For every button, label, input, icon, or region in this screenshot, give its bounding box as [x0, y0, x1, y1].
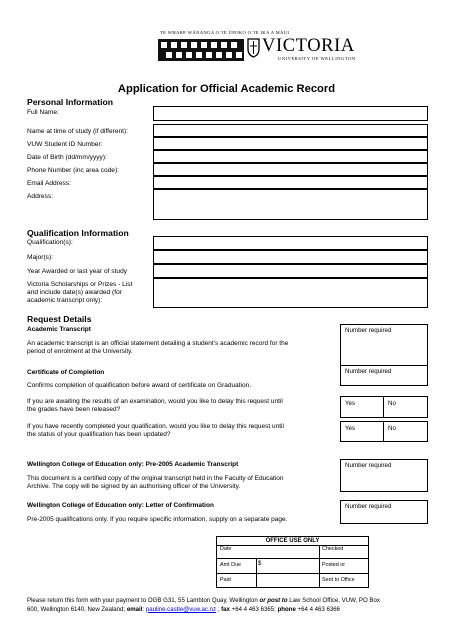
wce-transcript-number-field[interactable]: [340, 459, 428, 492]
number-required-label: Number required: [345, 327, 392, 334]
wce-transcript-desc-1: This document is a certified copy of the original transcript held in the Faculty of Education: [27, 475, 284, 482]
transcript-desc-1: An academic transcript is an official statement detailing a student’s academic record for the: [27, 340, 289, 347]
qualification-info-heading: Qualification Information: [27, 228, 129, 238]
office-paid-label: Paid: [220, 577, 231, 583]
name-at-study-field[interactable]: [153, 124, 428, 137]
office-use-heading: OFFICE USE ONLY: [265, 538, 320, 544]
number-required-label: Number required: [345, 503, 392, 510]
majors-field[interactable]: [153, 250, 428, 264]
scholarships-label-3: academic transcript only):: [27, 297, 103, 304]
return-instructions: [27, 597, 432, 614]
name-at-study-label: Name at time of study (if different):: [27, 128, 129, 135]
office-dollar-label: $: [258, 561, 262, 567]
majors-label: Major(s):: [27, 254, 54, 261]
wce-letter-title: Wellington College of Education only: Letter of Confirmation: [27, 502, 214, 509]
office-sent-label: Sent to Office: [322, 577, 355, 583]
no-label: No: [388, 400, 396, 407]
or-post-to: or post to: [259, 597, 288, 604]
student-id-label: VUW Student ID Number:: [27, 141, 103, 148]
university-name: VICTORIA: [262, 36, 355, 56]
phone-label: Phone Number (inc area code):: [27, 167, 119, 174]
office-amt-due-label: Amt Due: [220, 562, 241, 568]
transcript-number-field[interactable]: [340, 324, 428, 366]
delay-exam-text-2: the grades have been released?: [27, 406, 121, 413]
address-field[interactable]: [153, 189, 428, 220]
page-title: Application for Official Academic Record: [117, 83, 336, 95]
certificate-title: Certificate of Completion: [27, 369, 105, 376]
shield-icon: [247, 38, 260, 58]
year-awarded-label: Year Awarded or last year of study: [27, 268, 128, 275]
delay-qual-text-1: If you have recently completed your qualification, would you like to delay this request until: [27, 423, 284, 430]
yes-label: Yes: [345, 400, 356, 407]
delay-exam-yes-checkbox[interactable]: [340, 396, 384, 418]
request-details-heading: Request Details: [27, 314, 92, 324]
address-label: Address:: [27, 193, 54, 200]
wce-transcript-desc-2: Archive. The copy will be signed by an authorising officer of the University.: [27, 483, 241, 490]
personal-info-heading: Personal Information: [27, 97, 113, 107]
delay-exam-text-1: If you are awaiting the results of an examination, would you like to delay this request until: [27, 398, 283, 405]
maori-name-line: TE WHARE WĀNANGA O TE ŪPOKO O TE IKA A MĀUI: [160, 30, 290, 35]
transcript-title: Academic Transcript: [27, 326, 91, 333]
university-logo: [158, 27, 418, 67]
scholarships-field[interactable]: [153, 278, 428, 308]
full-name-field[interactable]: [153, 106, 428, 121]
delay-exam-no-checkbox[interactable]: [383, 396, 428, 418]
office-checked-label: Checked: [322, 546, 344, 552]
qualifications-field[interactable]: [153, 236, 428, 250]
dob-label: Date of Birth (dd/mm/yyyy):: [27, 154, 107, 161]
no-label: No: [388, 425, 396, 432]
number-required-label: Number required: [345, 368, 392, 375]
office-use-table: [216, 536, 369, 588]
office-posted-label: Posted or: [322, 562, 346, 568]
crest-pattern-icon: [158, 39, 244, 61]
dob-field[interactable]: [153, 150, 428, 163]
wce-letter-number-field[interactable]: [340, 500, 428, 524]
email-field[interactable]: [153, 176, 428, 189]
return-line-2: 600, Wellington 6140, New Zealand; email: pauline.castle@vuw.ac.nz ; fax +64 4 463 6365; phone +64 4 463 6366: [27, 605, 341, 613]
certificate-desc: Confirms completion of qualification before award of certificate on Graduation.: [27, 382, 252, 389]
wce-letter-desc: Pre-2005 qualifications only. If you require specific information, supply on a separate page.: [27, 516, 288, 523]
delay-qual-no-checkbox[interactable]: [383, 421, 428, 442]
delay-qual-text-2: the status of your qualification has been updated?: [27, 431, 171, 438]
university-subtitle: UNIVERSITY OF WELLINGTON: [278, 56, 356, 61]
fax-number: +64 4 463 6365: [231, 605, 275, 613]
scholarships-label-2: and include date(s) awarded (for: [27, 289, 122, 296]
office-date-label: Date: [220, 546, 232, 552]
student-id-field[interactable]: [153, 137, 428, 150]
email-label: Email Address:: [27, 180, 71, 187]
transcript-desc-2: period of enrolment at the University.: [27, 348, 133, 355]
phone-field[interactable]: [153, 163, 428, 176]
year-awarded-field[interactable]: [153, 264, 428, 278]
phone-number: +64 4 463 6366: [297, 605, 341, 613]
contact-email-link[interactable]: pauline.castle@vuw.ac.nz: [145, 605, 217, 613]
scholarships-label-1: Victoria Scholarships or Prizes - List: [27, 281, 133, 288]
delay-qual-yes-checkbox[interactable]: [340, 421, 384, 442]
wce-transcript-title: Wellington College of Education only: Pre-2005 Academic Transcript: [27, 461, 239, 468]
full-name-label: Full Name:: [27, 109, 59, 116]
return-line-1: Please return this form with your payment to OGB G31, 55 Lambton Quay, Wellington or post to Law School Office, VUW, PO Box: [27, 597, 380, 604]
certificate-number-field[interactable]: [340, 365, 428, 386]
yes-label: Yes: [345, 425, 356, 432]
qualifications-label: Qualification(s):: [27, 239, 73, 246]
number-required-label: Number required: [345, 462, 392, 469]
